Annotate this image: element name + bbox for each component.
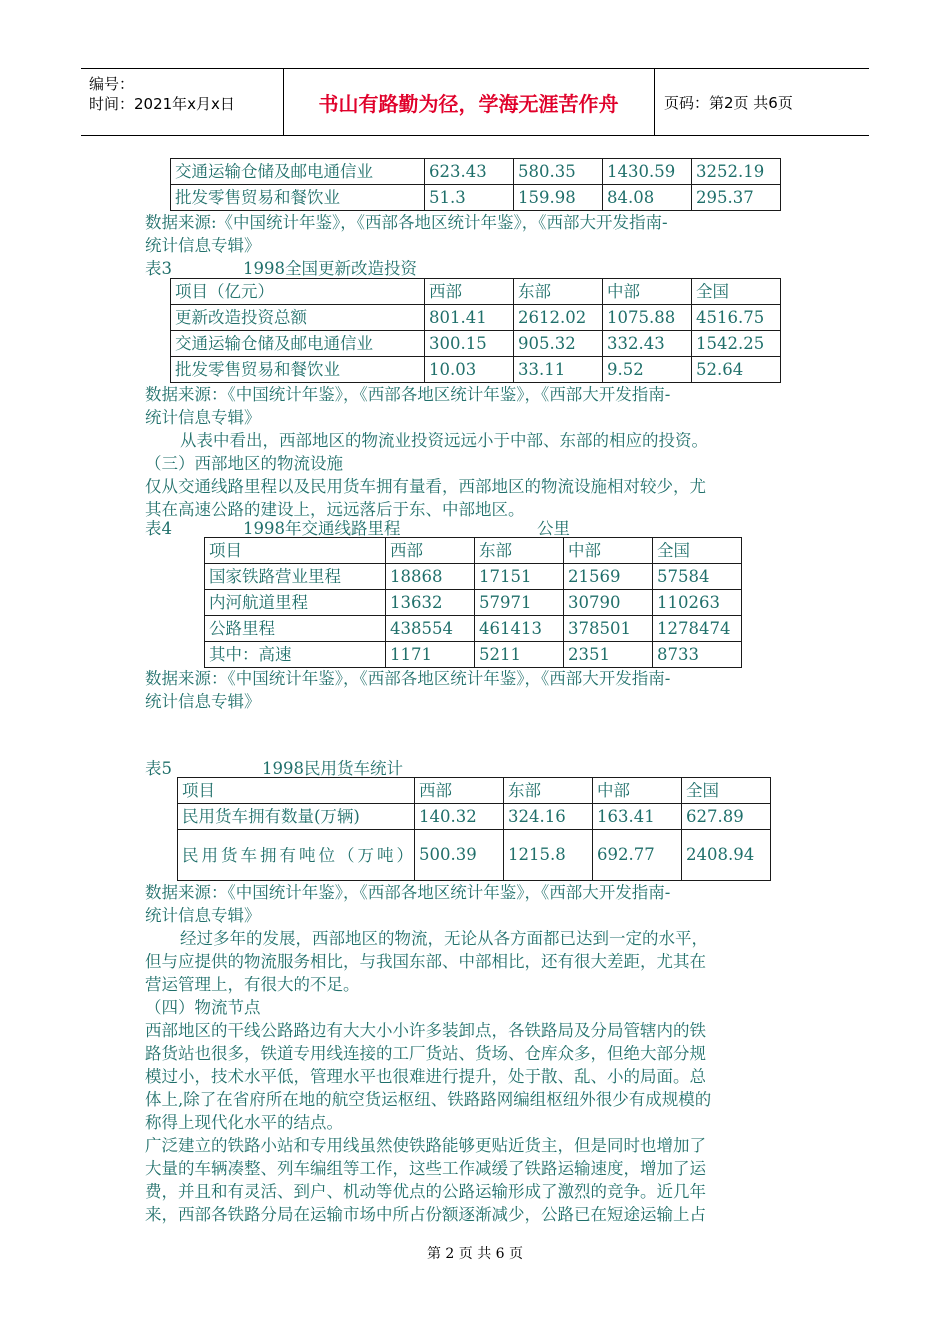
table-row: [205, 616, 742, 642]
table-row: [171, 185, 781, 211]
table-cell: 批发零售贸易和餐饮业: [171, 357, 425, 383]
header-meta: [81, 69, 284, 135]
table-cell: 民用货车拥有数量(万辆): [178, 804, 415, 830]
table-header-cell: 东部: [475, 538, 564, 564]
table-row: [178, 830, 771, 881]
table-header-cell: 西部: [386, 538, 475, 564]
paragraph-line: 来，西部各铁路分局在运输市场中所占份额逐渐减少，公路已在短途运输上占: [145, 1205, 706, 1224]
table-cell: 更新改造投资总额: [171, 305, 425, 331]
table-cell: 其中：高速: [205, 642, 386, 668]
source-note-cont: 统计信息专辑》: [145, 906, 261, 925]
doc-date-label: 时间：2021年x月x日: [89, 95, 235, 113]
source-note-cont: 统计信息专辑》: [145, 236, 261, 255]
table-row: [171, 357, 781, 383]
table-header-row: [205, 538, 742, 564]
paragraph-line: 路货站也很多，铁道专用线连接的工厂货站、货场、仓库众多，但绝大部分规: [145, 1044, 706, 1063]
paragraph: 从表中看出，西部地区的物流业投资远远小于中部、东部的相应的投资。: [180, 431, 708, 450]
table3-caption-num: 表3: [145, 259, 172, 278]
paragraph: 营运管理上，有很大的不足。: [145, 975, 360, 994]
table3-caption-title: 1998全国更新改造投资: [243, 259, 417, 278]
table-cell: 57971: [475, 590, 564, 616]
table-cell: 801.41: [425, 305, 514, 331]
table-header-row: [178, 778, 771, 804]
table-cell: 17151: [475, 564, 564, 590]
table-cell: 905.32: [514, 331, 603, 357]
table5: [177, 777, 771, 881]
table-header-row: [171, 279, 781, 305]
paragraph-line: 费，并且和有灵活、到户、机动等优点的公路运输形成了激烈的竞争。近几年: [145, 1182, 706, 1201]
header-page-label: 页码：第2页 共6页: [664, 93, 793, 112]
table-row: [171, 305, 781, 331]
table-cell: 110263: [653, 590, 742, 616]
table-cell: 623.43: [425, 159, 514, 185]
table-cell: 4516.75: [692, 305, 781, 331]
table-row: [178, 804, 771, 830]
table-cell: 21569: [564, 564, 653, 590]
table-cell: 交通运输仓储及邮电通信业: [171, 159, 425, 185]
table-cell: 国家铁路营业里程: [205, 564, 386, 590]
table-cell: 1171: [386, 642, 475, 668]
source-note-cont: 统计信息专辑》: [145, 692, 261, 711]
table-cell: 3252.19: [692, 159, 781, 185]
source-note: 数据来源：《中国统计年鉴》，《西部各地区统计年鉴》，《西部大开发指南-: [145, 669, 671, 688]
table-cell: 内河航道里程: [205, 590, 386, 616]
table-cell: 692.77: [593, 830, 682, 881]
table-cell: 10.03: [425, 357, 514, 383]
table-cell: 8733: [653, 642, 742, 668]
table-header-cell: 中部: [564, 538, 653, 564]
table-cell: 30790: [564, 590, 653, 616]
paragraph: 但与应提供的物流服务相比，与我国东部、中部相比，还有很大差距，尤其在: [145, 952, 706, 971]
table-cell: 580.35: [514, 159, 603, 185]
table-cell: 52.64: [692, 357, 781, 383]
table-header-cell: 中部: [593, 778, 682, 804]
table5-caption-num: 表5: [145, 759, 172, 778]
source-note: 数据来源：《中国统计年鉴》，《西部各地区统计年鉴》，《西部大开发指南-: [145, 883, 671, 902]
table-cell: 2612.02: [514, 305, 603, 331]
paragraph-line: 称得上现代化水平的结点。: [145, 1113, 343, 1132]
table-cell: 2408.94: [682, 830, 771, 881]
table-header-cell: 项目: [178, 778, 415, 804]
table-header-cell: 中部: [603, 279, 692, 305]
table-cell: 51.3: [425, 185, 514, 211]
paragraph: 其在高速公路的建设上，远远落后于东、中部地区。: [145, 500, 525, 519]
table-header-cell: 西部: [415, 778, 504, 804]
doc-number-label: 编号：: [89, 75, 135, 93]
table-header-cell: 全国: [653, 538, 742, 564]
table-header-cell: 东部: [504, 778, 593, 804]
table4-caption-title: 1998年交通线路里程: [243, 519, 401, 538]
table-cell: 1215.8: [504, 830, 593, 881]
table-header-cell: 项目（亿元）: [171, 279, 425, 305]
table-header-cell: 全国: [682, 778, 771, 804]
table5-caption-title: 1998民用货车统计: [262, 759, 403, 778]
table3: [170, 278, 781, 383]
table-cell: 57584: [653, 564, 742, 590]
table-row: [205, 564, 742, 590]
table-cell: 1430.59: [603, 159, 692, 185]
table-cell: 159.98: [514, 185, 603, 211]
table-cell: 1075.88: [603, 305, 692, 331]
paragraph-line: 体上,除了在省府所在地的航空货运枢纽、铁路路网编组枢纽外很少有成规模的: [145, 1090, 712, 1109]
table-row: [171, 331, 781, 357]
table-row: [205, 590, 742, 616]
header-motto: 书山有路勤为径，学海无涯苦作舟: [283, 69, 655, 135]
table-row: [205, 642, 742, 668]
page-header: [81, 68, 869, 136]
table4: [204, 537, 742, 668]
table-cell: 332.43: [603, 331, 692, 357]
table-cell: 140.32: [415, 804, 504, 830]
source-note: 数据来源:《中国统计年鉴》，《西部各地区统计年鉴》，《西部大开发指南-: [145, 213, 668, 232]
paragraph: 仅从交通线路里程以及民用货车拥有量看，西部地区的物流设施相对较少，尤: [145, 477, 706, 496]
table-cell: 2351: [564, 642, 653, 668]
source-note: 数据来源：《中国统计年鉴》，《西部各地区统计年鉴》，《西部大开发指南-: [145, 385, 671, 404]
table-cell: 500.39: [415, 830, 504, 881]
section-title: （四）物流节点: [145, 998, 261, 1017]
paragraph: 经过多年的发展，西部地区的物流，无论从各方面都已达到一定的水平，: [180, 929, 708, 948]
paragraph-line: 广泛建立的铁路小站和专用线虽然使铁路能够更贴近货主，但是同时也增加了: [145, 1136, 706, 1155]
table4-caption-unit: 公里: [537, 519, 570, 538]
table-cell: 9.52: [603, 357, 692, 383]
table-cell: 18868: [386, 564, 475, 590]
table-cell: 84.08: [603, 185, 692, 211]
table-header-cell: 项目: [205, 538, 386, 564]
table4-caption-num: 表4: [145, 519, 172, 538]
page-footer: 第 2 页 共 6 页: [426, 1246, 524, 1262]
table-cell: 627.89: [682, 804, 771, 830]
table-row: [171, 159, 781, 185]
section-title: （三）西部地区的物流设施: [145, 454, 343, 473]
source-note-cont: 统计信息专辑》: [145, 408, 261, 427]
paragraph-line: 模过小，技术水平低，管理水平也很难进行提升，处于散、乱、小的局面。总: [145, 1067, 706, 1086]
paragraph-line: 大量的车辆凑整、列车编组等工作，这些工作减缓了铁路运输速度，增加了运: [145, 1159, 706, 1178]
table-cell: 378501: [564, 616, 653, 642]
table-cell: 295.37: [692, 185, 781, 211]
paragraph-line: 西部地区的干线公路路边有大大小小许多装卸点，各铁路局及分局管辖内的铁: [145, 1021, 706, 1040]
table-header-cell: 全国: [692, 279, 781, 305]
table-cell: 438554: [386, 616, 475, 642]
table-cell: 1278474: [653, 616, 742, 642]
table-cell: 5211: [475, 642, 564, 668]
table-cell: 交通运输仓储及邮电通信业: [171, 331, 425, 357]
table-cell: 33.11: [514, 357, 603, 383]
table-cell: 批发零售贸易和餐饮业: [171, 185, 425, 211]
table-cell: 1542.25: [692, 331, 781, 357]
table-cell: 163.41: [593, 804, 682, 830]
table-header-cell: 东部: [514, 279, 603, 305]
table-cell: 公路里程: [205, 616, 386, 642]
table-cell: 461413: [475, 616, 564, 642]
table-cell: 民用货车拥有吨位（万吨）: [178, 830, 415, 881]
table-cell: 324.16: [504, 804, 593, 830]
table-header-cell: 西部: [425, 279, 514, 305]
table-cell: 13632: [386, 590, 475, 616]
table-cell: 300.15: [425, 331, 514, 357]
table-prev-continued: [170, 158, 781, 211]
